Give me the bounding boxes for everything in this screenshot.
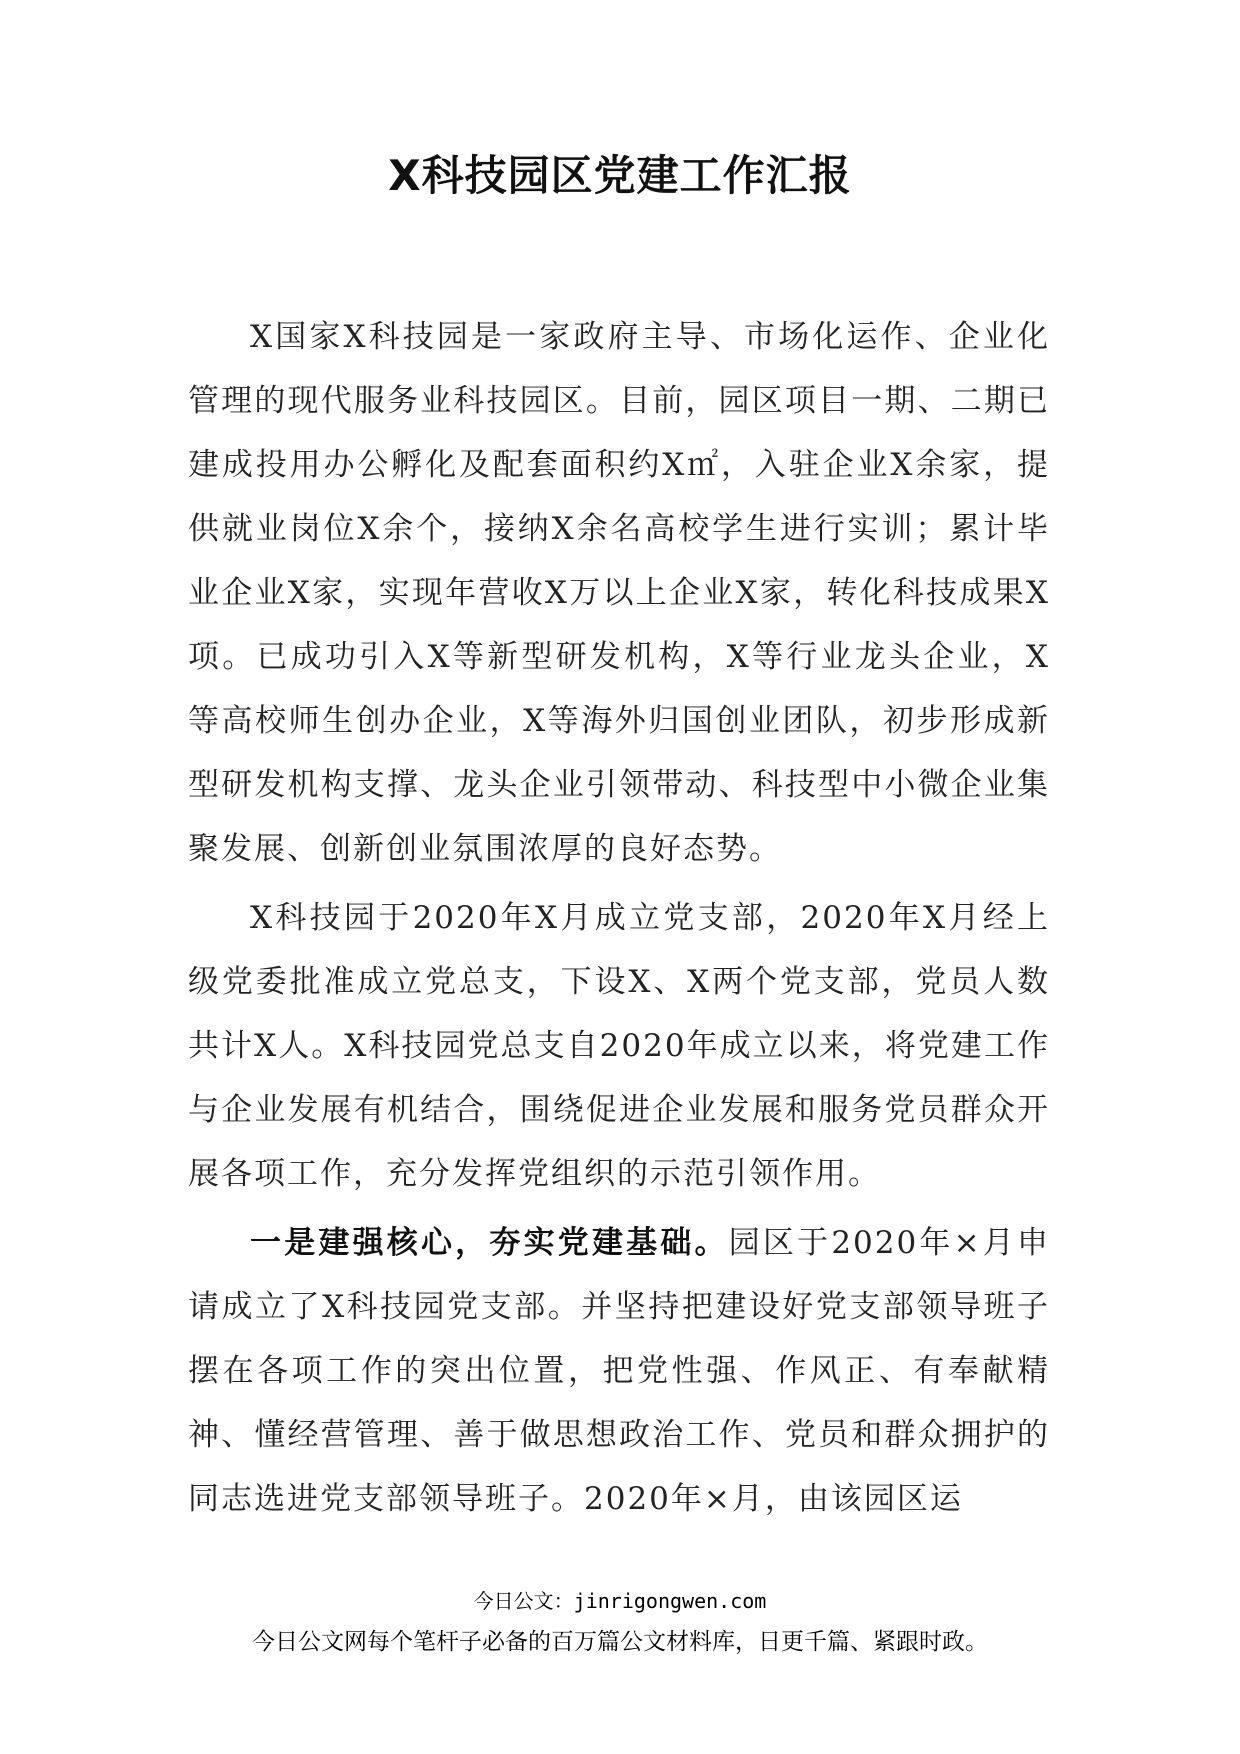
paragraph-3-text: 园区于2020年×月申请成立了X科技园党支部。并坚持把建设好党支部领导班子摆在各项工作的突出位置，把党性强、作风正、有奉献精神、懂经营管理、善于做思想政治工作、党员和群众拥护的同志选进党支部领导班子。2020年×月，由该园区运	[188, 1225, 1050, 1517]
footer-slogan: 今日公文网每个笔杆子必备的百万篇公文材料库，日更千篇、紧跟时政。	[252, 1629, 988, 1655]
footer-site-link[interactable]: jinrigongwen.com	[573, 1589, 767, 1613]
paragraph-3-lead: 一是建强核心，夯实党建基础。	[250, 1225, 729, 1261]
footer-site-label: 今日公文：	[473, 1589, 574, 1613]
paragraph-1-text: X国家X科技园是一家政府主导、市场化运作、企业化管理的现代服务业科技园区。目前，园区项目一期、二期已建成投用办公孵化及配套面积约X㎡，入驻企业X余家，提供就业岗位X余个，接纳X余名高校学生进行实训；累计毕业企业X家，实现年营收X万以上企业X家，转化科技成果X项。已成功引入X等新型研发机构，X等行业龙头企业，X等高校师生创办企业，X等海外归国创业团队，初步形成新型研发机构支撑、龙头企业引领带动、科技型中小微企业集聚发展、创新创业氛围浓厚的良好态势。	[188, 319, 1050, 867]
paragraph-2-text: X科技园于2020年X月成立党支部，2020年X月经上级党委批准成立党总支，下设X、X两个党支部，党员人数共计X人。X科技园党总支自2020年成立以来，将党建工作与企业发展有机结合，围绕促进企业发展和服务党员群众开展各项工作，充分发挥党组织的示范引领作用。	[188, 900, 1050, 1192]
document-title: X科技园区党建工作汇报	[388, 151, 852, 200]
paragraph-3	[188, 1211, 1050, 1531]
document-body	[188, 305, 1050, 1531]
paragraph-1	[188, 305, 1050, 881]
paragraph-2	[188, 886, 1050, 1206]
footer-site-line	[0, 1588, 1240, 1614]
